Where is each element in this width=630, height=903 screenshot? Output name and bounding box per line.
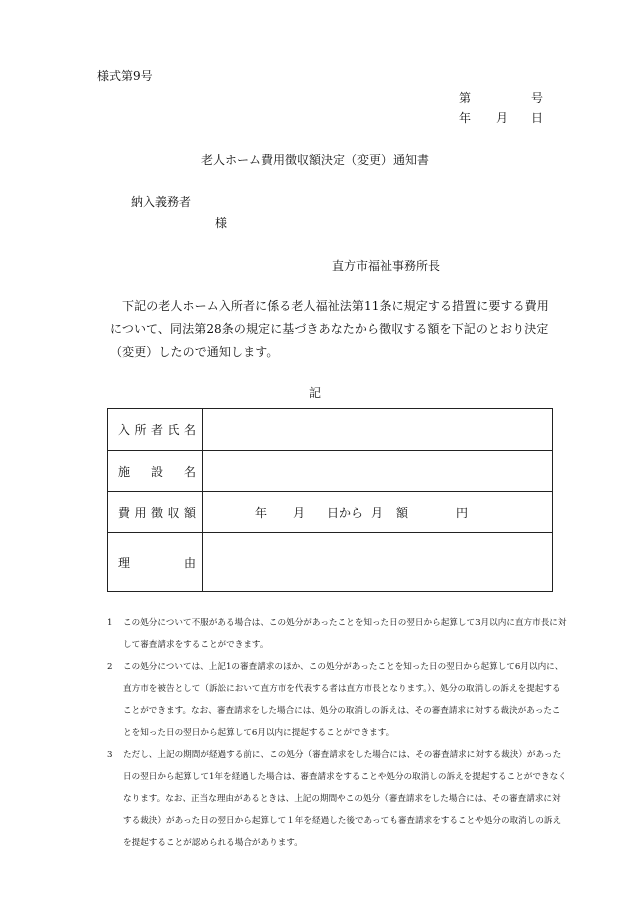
value-resident-name[interactable] xyxy=(203,409,553,451)
value-facility-name[interactable] xyxy=(203,451,553,492)
document-title: 老人ホーム費用徴収額決定（変更）通知書 xyxy=(200,153,429,167)
recipient-honorific: 様 xyxy=(215,216,228,230)
date-month: 月 xyxy=(496,111,509,125)
label-reason: 理 由 xyxy=(108,533,203,592)
notes-section xyxy=(107,612,567,854)
info-table xyxy=(107,408,553,592)
body-paragraph: 下記の老人ホーム入所者に係る老人福祉法第11条に規定する措置に要する費用について、同法第28条の規定に基づきあなたから徴収する額を下記のとおり決定（変更）したので通知します。 xyxy=(110,299,549,359)
table-row xyxy=(108,533,553,592)
date-year: 年 xyxy=(459,111,472,125)
note-item: 3 ただし、上記の期間が経過する前に、この処分（審査請求をした場合には、その審査請求に対する裁決）があった日の翌日から起算して1年を経過した場合は、審査請求をすることや処分の取消しの訴えを提起することができなくなります。なお、正当な理由があるときは、上記の期間やこの処分（審査請求をした場合には、その審査請求に対する裁決）があった日の翌日から起算して１年を経過した後であっても審査請求をすることや処分の取消しの訴えを提起することが認められる場合があります。 xyxy=(107,750,567,848)
label-fee-amount: 費 用 徴 収 額 xyxy=(108,492,203,533)
table-row xyxy=(108,451,553,492)
value-reason[interactable] xyxy=(203,533,553,592)
note-item: 2 この処分については、上記1の審査請求のほか、この処分があったことを知った日の翌日から起算して6月以内に、直方市を被告として（訴訟において直方市を代表する者は直方市長となります。）、処分の取消しの訴えを提起することができます。なお、審査請求をした場合には、処分の取消しの訴えは、その審査請求に対する裁決があったことを知った日の翌日から起算して6月以内に提起することができます。 xyxy=(107,662,564,738)
date-day: 日 xyxy=(531,111,544,125)
ki-heading: 記 xyxy=(308,386,321,400)
label-facility-name: 施 設 名 xyxy=(108,451,203,492)
doc-number-prefix: 第 xyxy=(459,91,472,105)
doc-number-suffix: 号 xyxy=(531,91,544,105)
table-row xyxy=(108,492,553,533)
payer-label: 納入義務者 xyxy=(131,195,192,209)
table-row xyxy=(108,409,553,451)
label-resident-name: 入 所 者 氏 名 xyxy=(108,409,203,451)
value-fee-amount[interactable]: 年 月 日から 月 額 円 xyxy=(203,492,553,533)
form-number: 様式第9号 xyxy=(97,69,153,83)
issuer-name: 直方市福祉事務所長 xyxy=(332,259,441,273)
note-item: 1 この処分について不服がある場合は、この処分があったことを知った日の翌日から起算して3月以内に直方市長に対して審査請求をすることができます。 xyxy=(107,618,567,650)
